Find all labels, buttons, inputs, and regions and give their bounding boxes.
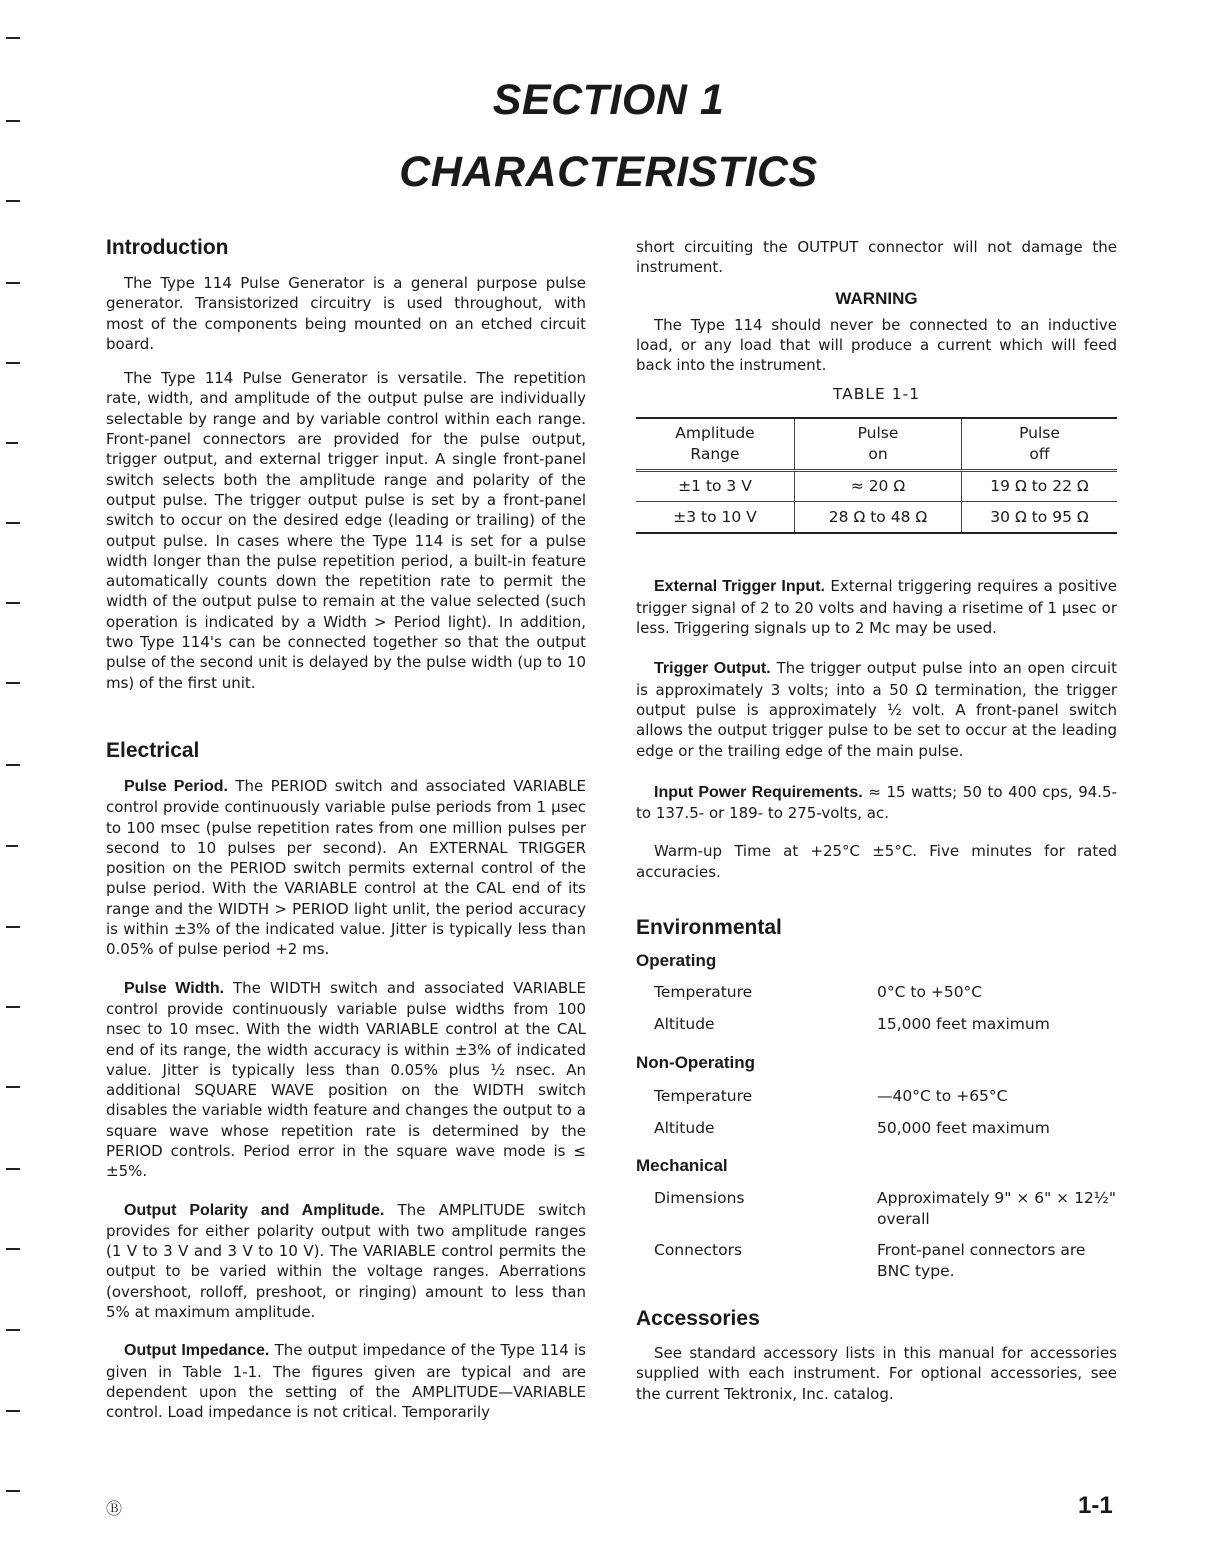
env-value: 50,000 feet maximum — [877, 1119, 1050, 1138]
table-cell: 19 Ω to 22 Ω — [962, 470, 1118, 501]
non-operating-rows — [636, 1087, 1117, 1141]
warning-text: The Type 114 should never be connected to an inductive load, or any load that will produce a current which will feed back into the instrument. — [636, 315, 1117, 375]
electrical-heading: Electrical — [106, 738, 200, 762]
output-polarity-text: The AMPLITUDE switch provides for either polarity output with two amplitude ranges (1 V to 3 V and 3 V to 10 V). The VARIABLE control permits the output to be varied within the voltage ranges. Aberrations (overshoot, rolloff, preshoot, or ringing) amount to less than 5% at maximum amplitude. — [106, 1200, 586, 1322]
pulse-period-text: The PERIOD switch and associated VARIABLE control provide continuously variable pulse periods from 1 μsec to 100 msec (pulse repetition rates from one million pulses per second to 10 pulses per second). An EXTERNAL TRIGGER position on the PERIOD switch permits external control of the pulse period. With the VARIABLE control at the CAL end of its range and the WIDTH > PERIOD light unlit, the period accuracy is within ±3% of the indicated value. Jitter is typically less than 0.05% of pulse period +2 ms. — [106, 776, 586, 959]
env-row — [636, 1015, 1117, 1037]
impedance-table — [636, 417, 1117, 534]
env-label: Dimensions — [654, 1189, 745, 1208]
header-line: Pulse — [1019, 424, 1060, 443]
output-impedance-text: The output impedance of the Type 114 is given in Table 1-1. The figures given are typical and are dependent upon the setting of the AMPLITUDE—VARIABLE control. Load impedance is not critical. Temporarily — [106, 1341, 586, 1422]
env-label: Temperature — [654, 983, 753, 1002]
page-number: 1-1 — [1078, 1492, 1113, 1519]
environmental-heading: Environmental — [636, 916, 782, 940]
header-cell — [636, 418, 795, 470]
output-polarity-label: Output Polarity and Amplitude. — [124, 1201, 385, 1219]
output-impedance-label: Output Impedance. — [124, 1342, 270, 1360]
env-value: —40°C to +65°C — [877, 1087, 1008, 1106]
header-cell — [962, 418, 1118, 470]
footer-symbol: Ⓑ — [106, 1499, 123, 1518]
env-label: Altitude — [654, 1015, 715, 1034]
env-row — [636, 983, 1117, 1015]
table-cell: ≈ 20 Ω — [795, 470, 962, 501]
operating-rows — [636, 983, 1117, 1037]
header-cell — [795, 418, 962, 470]
pulse-width-label: Pulse Width. — [124, 979, 225, 997]
external-trigger-label: External Trigger Input. — [654, 578, 825, 596]
left-column — [106, 236, 586, 1423]
accessories-text: See standard accessory lists in this manual for accessories supplied with each instrument. For optional accessories, see the current Tektronix, Inc. catalog. — [636, 1344, 1117, 1403]
header-line: Amplitude — [675, 424, 755, 443]
pulse-width-paragraph — [106, 978, 586, 1182]
env-row — [636, 1119, 1117, 1141]
warmup-paragraph: Warm-up Time at +25°C ±5°C. Five minutes for rated accuracies. — [636, 842, 1117, 881]
pulse-width-text: The WIDTH switch and associated VARIABLE control provide continuously variable pulse widths from 100 nsec to 10 msec. With the width VARIABLE control at the CAL end of its range, the width accuracy is within ±3% of indicated value. Jitter is typically less than 0.05% plus ½ nsec. An additional SQUARE WAVE position on the WIDTH switch disables the variable width feature and changes the output to a square wave whose repetition rate is determined by the PERIOD controls. Period error in the square wave mode is ≤ ±5%. — [106, 978, 587, 1181]
table-cell: 30 Ω to 95 Ω — [962, 501, 1118, 533]
accessories-heading: Accessories — [636, 1307, 760, 1331]
env-value: Front-panel connectors are BNC type. — [877, 1241, 1086, 1280]
mechanical-heading: Mechanical — [636, 1156, 728, 1176]
env-label: Connectors — [654, 1241, 743, 1260]
external-trigger-text: External triggering requires a positive trigger signal of 2 to 20 volts and having a risetime of 1 μsec or less. Triggering signals up to 2 Mc may be used. — [636, 577, 1118, 638]
table-cell: 28 Ω to 48 Ω — [795, 501, 962, 533]
operating-heading: Operating — [636, 951, 717, 971]
env-row — [636, 1240, 1117, 1281]
section-title: SECTION 1 — [492, 76, 725, 124]
warning-heading: WARNING — [835, 288, 918, 308]
env-value: Approximately 9" × 6" × 12½" overall — [877, 1189, 1116, 1228]
table-row — [636, 470, 1117, 501]
output-polarity-paragraph — [106, 1200, 586, 1323]
env-row — [636, 1188, 1117, 1229]
table-caption: TABLE 1-1 — [832, 385, 921, 404]
trigger-output-text: The trigger output pulse into an open circuit is approximately 3 volts; into a 50 Ω termination, the trigger output pulse is approximately ½ volt. A front-panel switch allows the output trigger pulse to be set to occur at the leading edge or the trailing edge of the main pulse. — [636, 659, 1117, 760]
external-trigger-paragraph — [636, 576, 1117, 638]
table-cell: ±1 to 3 V — [678, 477, 752, 496]
right-column — [636, 237, 1117, 1404]
pulse-period-label: Pulse Period. — [124, 777, 228, 795]
table-header-row — [636, 418, 1117, 470]
header-line: Pulse — [857, 424, 899, 443]
table-cell: ±3 to 10 V — [673, 508, 757, 527]
non-operating-heading: Non-Operating — [636, 1053, 755, 1073]
output-impedance-paragraph — [106, 1340, 586, 1422]
trigger-output-label: Trigger Output. — [654, 660, 771, 678]
intro-paragraph-1: The Type 114 Pulse Generator is a general purpose pulse generator. Transistorized circuitry is used throughout, with most of the components being mounted on an etched circuit board. — [106, 274, 586, 353]
env-value: 15,000 feet maximum — [877, 1015, 1050, 1034]
header-line: on — [868, 445, 888, 464]
env-label: Temperature — [654, 1087, 753, 1106]
intro-paragraph-2: The Type 114 Pulse Generator is versatile. The repetition rate, width, and amplitude of the output pulse are individually selectable by range and by variable control within each range. Front-panel connectors are provided for the pulse output, trigger output, and external trigger input. A single front-panel switch selects both the amplitude range and polarity of the output pulse. The trigger output pulse is set by a front-panel switch to occur on the desired edge (leading or trailing) of the output pulse. In cases where the Type 114 is set for a pulse width longer than the pulse repetition period, a built-in feature automatically counts down the repetition rate to permit the width of the output pulse to remain at the value selected (such operation is indicated by a Width > Period light). In addition, two Type 114's can be connected together so that the output pulse of the second unit is delayed by the pulse width (up to 10 ms) of the first unit. — [106, 369, 586, 692]
trigger-output-paragraph — [636, 658, 1117, 760]
input-power-label: Input Power Requirements. — [654, 783, 863, 801]
section-subtitle: CHARACTERISTICS — [399, 148, 818, 196]
env-label: Altitude — [654, 1119, 715, 1138]
mechanical-rows — [636, 1188, 1117, 1281]
introduction-heading: Introduction — [106, 236, 229, 259]
env-value: 0°C to +50°C — [877, 983, 983, 1002]
pulse-period-paragraph — [106, 776, 586, 960]
table-row — [636, 501, 1117, 533]
input-power-paragraph — [636, 782, 1117, 824]
input-power-text: ≈ 15 watts; 50 to 400 cps, 94.5- to 137.5- or 189- to 275-volts, ac. — [636, 782, 1118, 823]
env-row — [636, 1087, 1117, 1119]
continued-paragraph: short circuiting the OUTPUT connector will not damage the instrument. — [636, 238, 1117, 277]
header-line: Range — [690, 445, 740, 464]
header-line: off — [1029, 445, 1050, 464]
